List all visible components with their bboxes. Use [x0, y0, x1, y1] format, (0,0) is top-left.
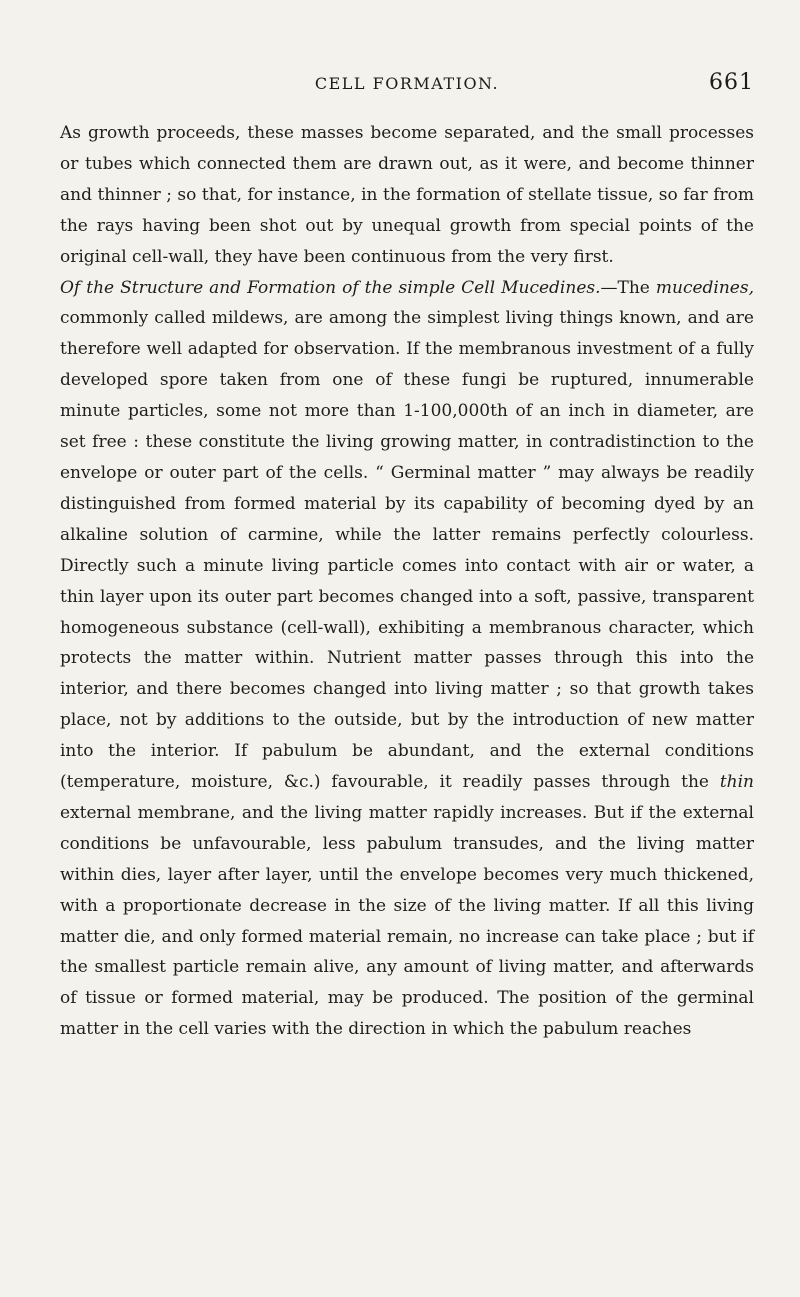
body-text: [60, 118, 754, 1045]
running-header: [60, 62, 754, 102]
section-heading: Of the Structure and Formation of the simple Cell Mucedines.: [60, 277, 601, 298]
paragraph-growth: [60, 118, 754, 273]
paragraph-text: —The: [600, 277, 656, 298]
paragraph-mucedines: [60, 273, 754, 1046]
paragraph-text: external membrane, and the living matter rapidly increases. But if the external conditions be unfavourable, less pabulum transudes, and the living matter within dies, layer after layer, until the envelope becomes very much thickened, with a proportionate decrease in the size of the living matter. If all this living matter die, and only formed material remain, no increase can take place ; but if the smallest particle remain alive, any amount of living matter, and afterwards of tissue or formed material, may be produced. The position of the germinal matter in the cell varies with the direction in which the pabulum reaches: [60, 802, 754, 1040]
italic-term: thin: [719, 772, 754, 793]
page-number: 661: [709, 70, 754, 95]
paragraph-text: As growth proceeds, these masses become separated, and the small processes or tubes which connected them are drawn out, as it were, and become thinner and thinner ; so that, for instance, in the formation of stellate tissue, so far from the rays having been shot out by unequal growth from special points of the original cell-wall, they have been continuous from the very first.: [60, 123, 754, 267]
running-title: CELL FORMATION.: [314, 74, 500, 93]
italic-term: mucedines,: [655, 277, 754, 298]
paragraph-text: commonly called mildews, are among the simplest living things known, and are therefore well adapted for observation. If the membranous investment of a fully developed spore taken from one of these fungi be ruptured, innumerable minute particles, some not more than 1-100,000th of an inch in diameter, are set free : these constitute the living growing matter, in contradistinction to the envelope or outer part of the cells. “ Germinal matter ” may always be readily distinguished from formed material by its capability of becoming dyed by an alkaline solution of carmine, while the latter remains perfectly colourless. Directly such a minute living particle comes into contact with air or water, a thin layer upon its outer part becomes changed into a soft, passive, transparent homogeneous substance (cell-wall), exhibiting a membranous character, which protects the matter within. Nutrient matter passes through this into the interior, and there becomes changed into living matter ; so that growth takes place, not by additions to the outside, but by the introduction of new matter into the interior. If pabulum be abundant, and the external conditions (temperature, moisture, &c.) favourable, it readily passes through the: [60, 308, 754, 793]
